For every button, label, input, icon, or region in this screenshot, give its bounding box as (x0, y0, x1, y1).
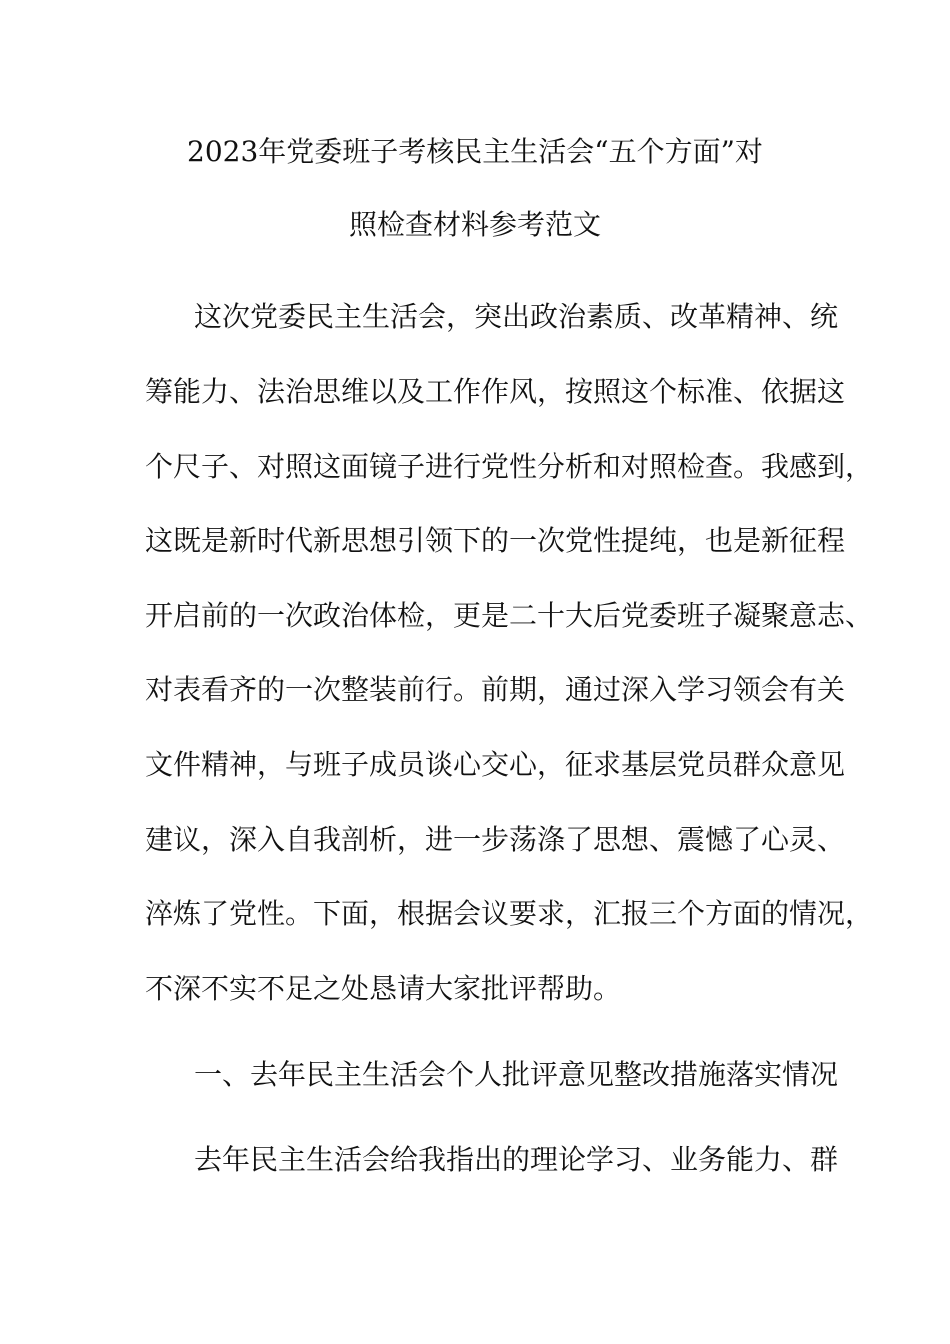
document-title-line-1: 2023年党委班子考核民主生活会“五个方面”对 (187, 135, 763, 168)
document-title-line-2: 照检查材料参考范文 (348, 208, 601, 241)
intro-paragraph-line-7: 文件精神，与班子成员谈心交心，征求基层党员群众意见 (145, 748, 846, 781)
section-1-heading: 一、去年民主生活会个人批评意见整改措施落实情况 (194, 1058, 839, 1091)
section-1-paragraph-line-1: 去年民主生活会给我指出的理论学习、业务能力、群 (194, 1143, 839, 1176)
intro-paragraph-line-10: 不深不实不足之处恳请大家批评帮助。 (145, 972, 622, 1005)
intro-paragraph-line-1: 这次党委民主生活会，突出政治素质、改革精神、统 (194, 300, 839, 333)
intro-paragraph-line-3: 个尺子、对照这面镜子进行党性分析和对照检查。我感到， (145, 450, 874, 483)
intro-paragraph-line-6: 对表看齐的一次整装前行。前期，通过深入学习领会有关 (145, 673, 846, 706)
intro-paragraph-line-9: 淬炼了党性。下面，根据会议要求，汇报三个方面的情况， (145, 897, 874, 930)
intro-paragraph-line-8: 建议，深入自我剖析，进一步荡涤了思想、震憾了心灵、 (145, 823, 846, 856)
intro-paragraph-line-2: 筹能力、法治思维以及工作作风，按照这个标准、依据这 (145, 375, 846, 408)
intro-paragraph-line-5: 开启前的一次政治体检，更是二十大后党委班子凝聚意志、 (145, 599, 874, 632)
intro-paragraph-line-4: 这既是新时代新思想引领下的一次党性提纯，也是新征程 (145, 524, 846, 557)
